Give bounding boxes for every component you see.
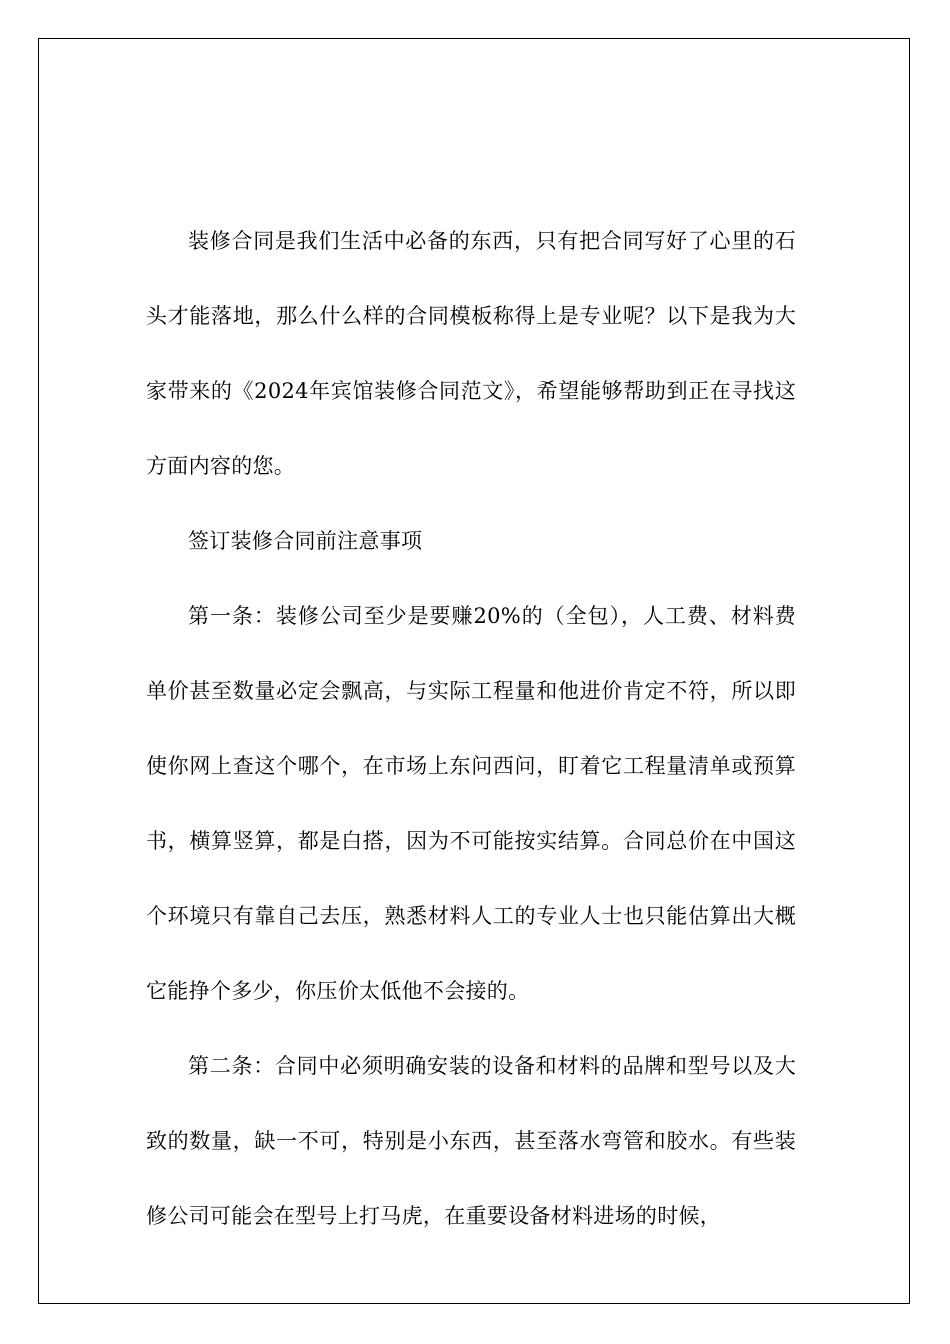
- article-two-paragraph: 第二条：合同中必须明确安装的设备和材料的品牌和型号以及大致的数量，缺一不可，特别是小东西，甚至落水弯管和胶水。有些装修公司可能会在型号上打马虎，在重要设备材料进场的时候，: [146, 1054, 796, 1228]
- article-one-paragraph: 第一条：装修公司至少是要赚20%的（全包），人工费、材料费单价甚至数量必定会飘高，与实际工程量和他进价肯定不符，所以即使你网上查这个哪个，在市场上东问西问，盯着它工程量清单或预算书，横算竖算，都是白搭，因为不可能按实结算。合同总价在中国这个环境只有靠自己去压，熟悉材料人工的专业人士也只能估算出大概它能挣个多少，你压价太低他不会接的。: [146, 604, 796, 1003]
- document-body: [146, 204, 796, 1254]
- section-heading: 签订装修合同前注意事项: [188, 529, 423, 553]
- intro-paragraph: 装修合同是我们生活中必备的东西，只有把合同写好了心里的石头才能落地，那么什么样的合同模板称得上是专业呢？以下是我为大家带来的《2024年宾馆装修合同范文》，希望能够帮助到正在寻找这方面内容的您。: [146, 229, 796, 478]
